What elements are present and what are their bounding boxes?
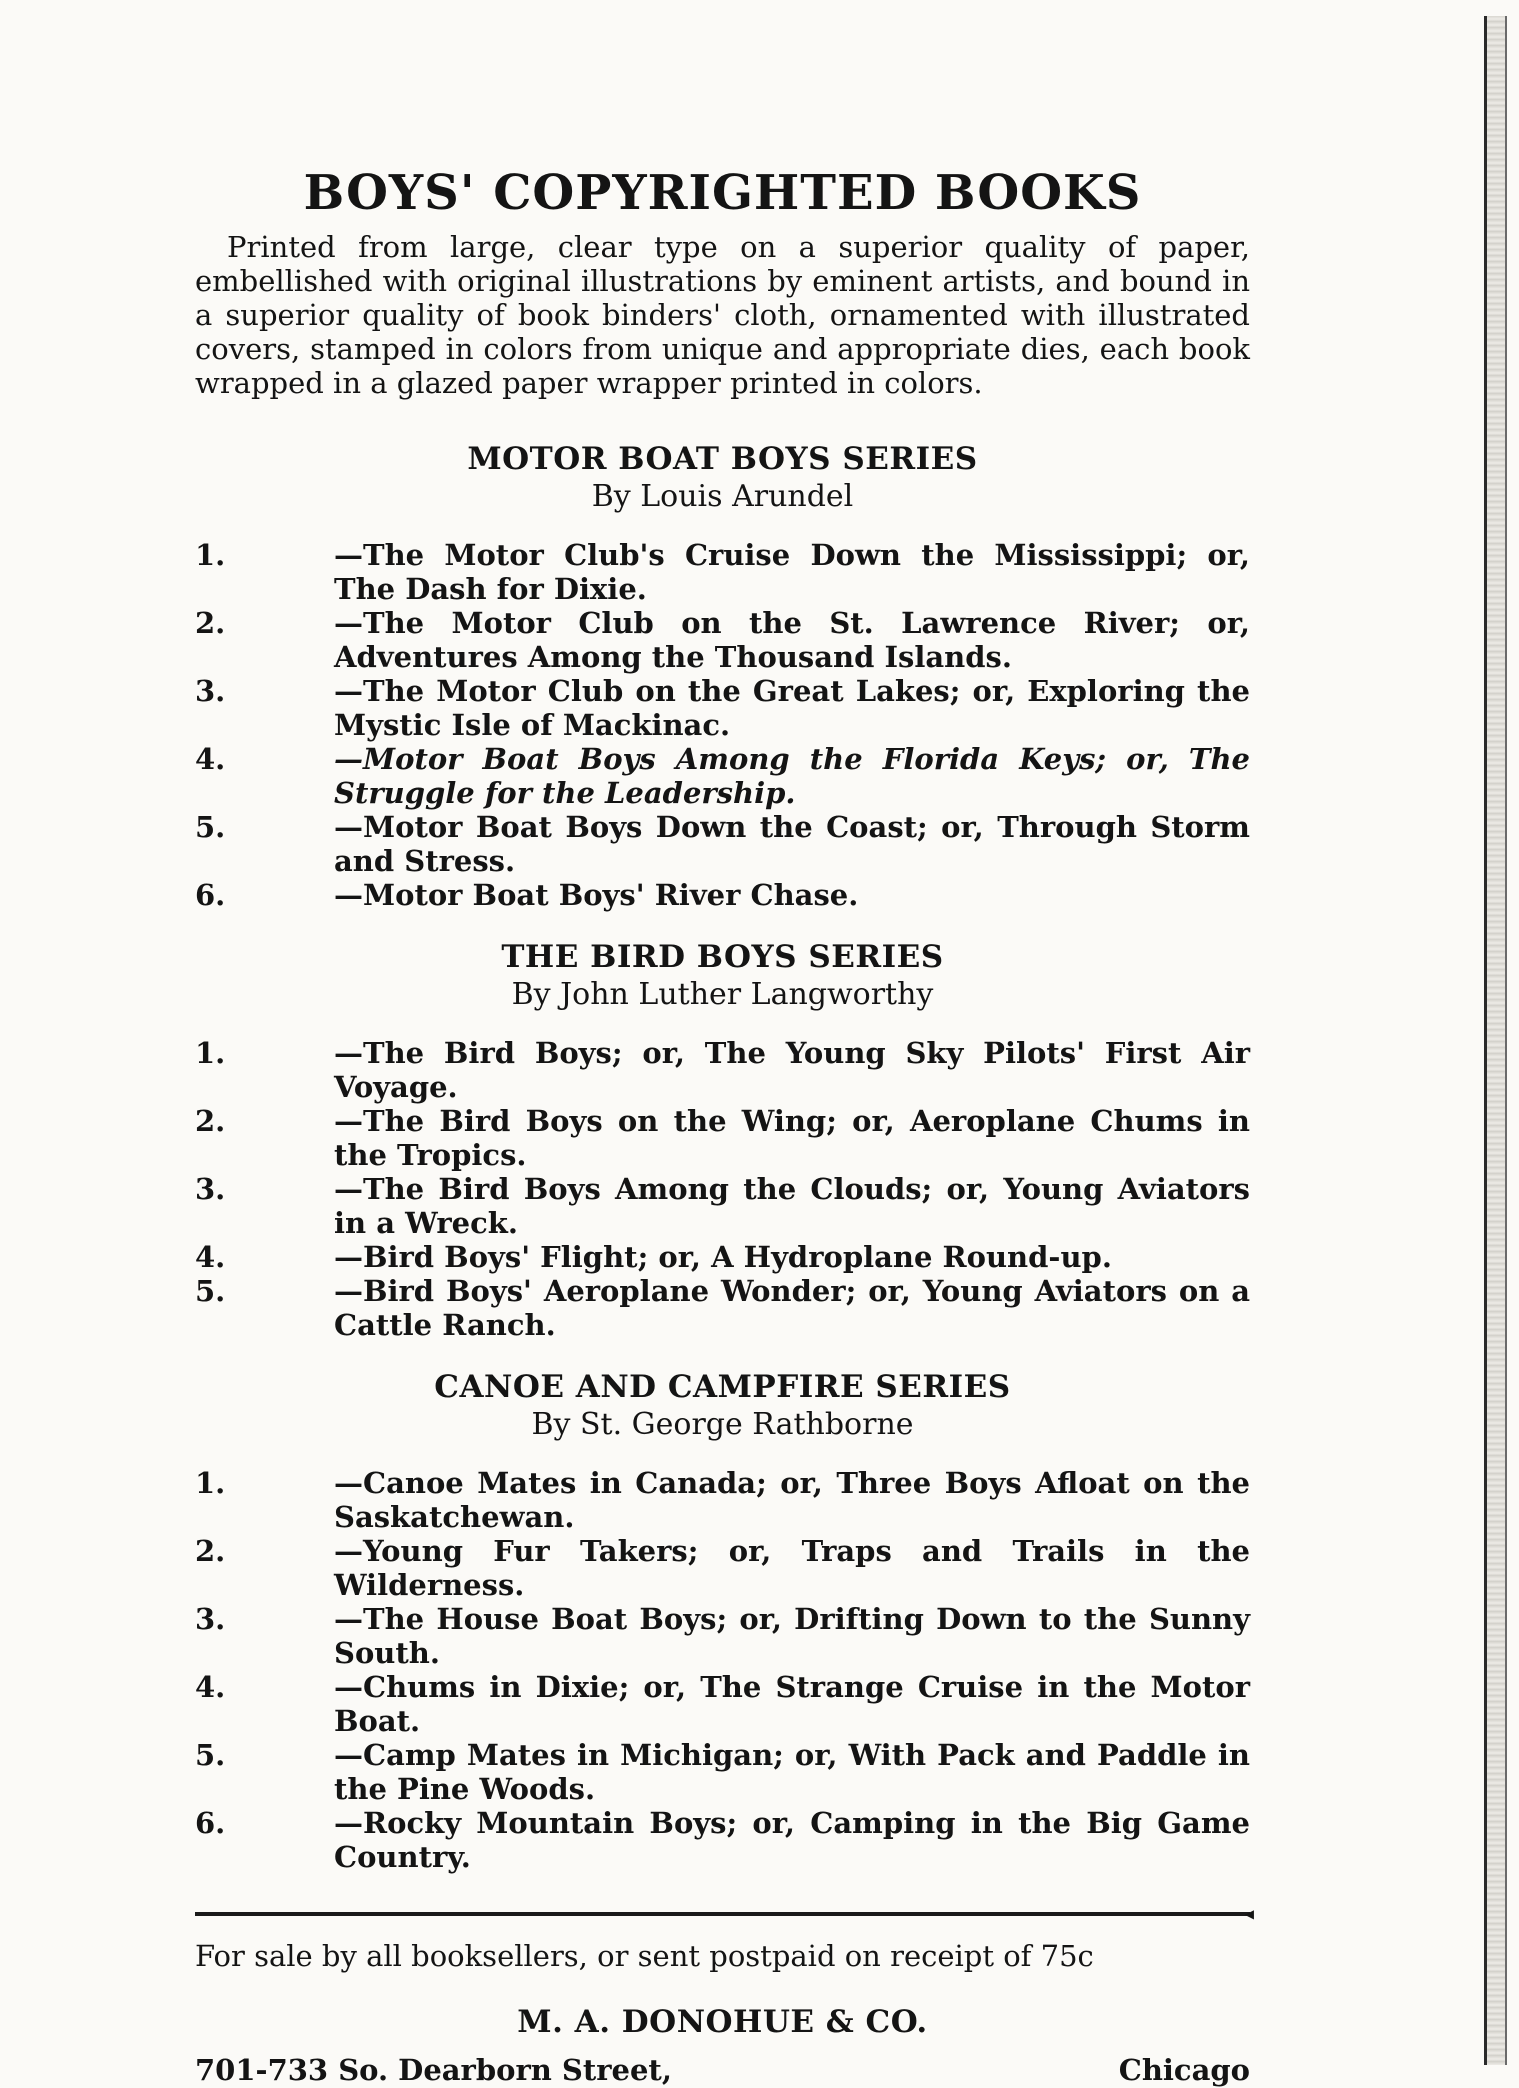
publisher-address bbox=[195, 2052, 1250, 2088]
series-title: THE BIRD BOYS SERIES bbox=[501, 939, 944, 976]
book-item bbox=[195, 1602, 1250, 1670]
book-spine-edge bbox=[1484, 16, 1507, 2065]
book-title: —Camp Mates in Michigan; or, With Pack and Paddle in the Pine Woods. bbox=[334, 1738, 1250, 1807]
book-number: 6. bbox=[195, 878, 226, 913]
book-title: —The Bird Boys; or, The Young Sky Pilots' First Air Voyage. bbox=[334, 1036, 1250, 1105]
book-title: —Bird Boys' Flight; or, A Hydroplane Round-up. bbox=[334, 1240, 1112, 1275]
book-item bbox=[195, 538, 1250, 606]
street-address: 701-733 So. Dearborn Street, bbox=[195, 2053, 672, 2088]
page-title: BOYS' COPYRIGHTED BOOKS bbox=[303, 165, 1142, 221]
book-title: —Young Fur Takers; or, Traps and Trails in the Wilderness. bbox=[334, 1534, 1250, 1603]
book-title: —Motor Boat Boys Among the Florida Keys; or, The Struggle for the Leadership. bbox=[334, 742, 1250, 811]
catalog-page bbox=[195, 165, 1254, 2088]
series-author: By St. George Rathborne bbox=[531, 1407, 914, 1443]
city: Chicago bbox=[1118, 2053, 1250, 2088]
book-title: —Rocky Mountain Boys; or, Camping in the Big Game Country. bbox=[334, 1806, 1250, 1875]
book-item bbox=[195, 1534, 1250, 1602]
book-title: —The Bird Boys on the Wing; or, Aeroplane Chums in the Tropics. bbox=[334, 1104, 1250, 1173]
divider-rule bbox=[195, 1907, 1254, 1922]
book-item bbox=[195, 810, 1250, 878]
book-list bbox=[195, 1466, 1250, 1874]
book-item bbox=[195, 1466, 1250, 1534]
book-list bbox=[195, 538, 1250, 912]
series-canoe-and-campfire bbox=[195, 1368, 1250, 1874]
series-title: CANOE AND CAMPFIRE SERIES bbox=[434, 1369, 1011, 1406]
book-title: —Chums in Dixie; or, The Strange Cruise in the Motor Boat. bbox=[334, 1670, 1250, 1739]
book-title: —The Bird Boys Among the Clouds; or, Young Aviators in a Wreck. bbox=[334, 1172, 1250, 1241]
book-number: 4. bbox=[195, 742, 226, 777]
book-item bbox=[195, 1670, 1250, 1738]
book-title: —The Motor Club's Cruise Down the Mississippi; or, The Dash for Dixie. bbox=[334, 538, 1250, 607]
book-title: —The Motor Club on the Great Lakes; or, Exploring the Mystic Isle of Mackinac. bbox=[334, 674, 1250, 743]
rule-end-mark: ◀ bbox=[1244, 1907, 1254, 1922]
book-number: 3. bbox=[195, 1602, 226, 1637]
book-number: 4. bbox=[195, 1670, 226, 1705]
book-number: 2. bbox=[195, 1534, 226, 1569]
book-number: 5. bbox=[195, 1738, 226, 1773]
book-item bbox=[195, 1036, 1250, 1104]
book-number: 1. bbox=[195, 1036, 226, 1071]
intro-paragraph: Printed from large, clear type on a superior quality of paper, embellished with original illustrations by eminent artists, and bound in a superior quality of book binders' cloth, ornamented with illustrated covers, stamped in colors from unique and appropriate dies, each book wrapped in a glazed paper wrapper printed in colors. bbox=[195, 230, 1250, 401]
series-title: MOTOR BOAT BOYS SERIES bbox=[467, 441, 978, 478]
book-item bbox=[195, 1806, 1250, 1874]
book-number: 2. bbox=[195, 1104, 226, 1139]
book-title: —Motor Boat Boys Down the Coast; or, Through Storm and Stress. bbox=[334, 810, 1250, 879]
book-item bbox=[195, 1240, 1250, 1274]
book-list bbox=[195, 1036, 1250, 1342]
series-author: By John Luther Langworthy bbox=[511, 977, 934, 1013]
book-number: 6. bbox=[195, 1806, 226, 1841]
book-item bbox=[195, 742, 1250, 810]
series-motor-boat-boys bbox=[195, 440, 1250, 912]
book-title: —The House Boat Boys; or, Drifting Down to the Sunny South. bbox=[334, 1602, 1250, 1671]
book-number: 5. bbox=[195, 1274, 226, 1309]
book-title: —Canoe Mates in Canada; or, Three Boys Afloat on the Saskatchewan. bbox=[334, 1466, 1250, 1535]
book-number: 3. bbox=[195, 1172, 226, 1207]
book-number: 4. bbox=[195, 1240, 226, 1275]
book-title: —Bird Boys' Aeroplane Wonder; or, Young Aviators on a Cattle Ranch. bbox=[334, 1274, 1250, 1343]
book-number: 3. bbox=[195, 674, 226, 709]
book-item bbox=[195, 1738, 1250, 1806]
book-item bbox=[195, 1104, 1250, 1172]
book-item bbox=[195, 1172, 1250, 1240]
book-number: 1. bbox=[195, 538, 226, 573]
sale-notice: For sale by all booksellers, or sent postpaid on receipt of 75c bbox=[195, 1939, 1094, 1974]
book-number: 5. bbox=[195, 810, 226, 845]
book-item bbox=[195, 606, 1250, 674]
book-item bbox=[195, 878, 1250, 912]
book-item bbox=[195, 674, 1250, 742]
book-number: 1. bbox=[195, 1466, 226, 1501]
series-author: By Louis Arundel bbox=[591, 479, 854, 515]
book-number: 2. bbox=[195, 606, 226, 641]
book-item bbox=[195, 1274, 1250, 1342]
series-bird-boys bbox=[195, 938, 1250, 1342]
publisher-name: M. A. DONOHUE & CO. bbox=[517, 2004, 928, 2041]
book-title: —The Motor Club on the St. Lawrence River; or, Adventures Among the Thousand Islands. bbox=[334, 606, 1250, 675]
book-title: —Motor Boat Boys' River Chase. bbox=[334, 878, 859, 913]
